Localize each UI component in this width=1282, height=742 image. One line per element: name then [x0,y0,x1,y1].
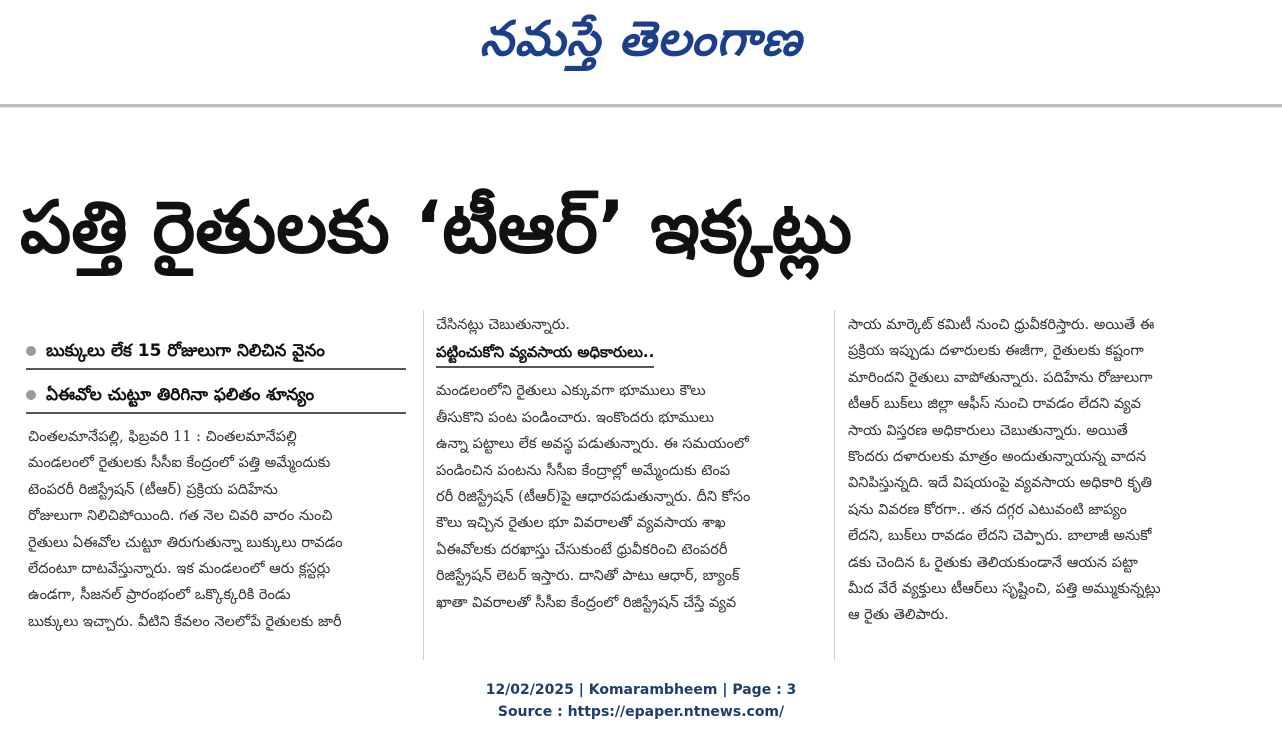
column-line: కొందరు దళారులకు మాత్రం అందుతున్నాయన్న వాదన [848,449,1147,466]
column-line: సాయ మార్కెట్ కమిటీ నుంచి ధ్రువీకరిస్తారు. అయితే ఈ [848,317,1155,333]
column-line: ఆ రైతు తెలిపారు. [848,607,949,624]
article-column-2 [436,312,816,616]
column-line: లేదంటూ దాటవేస్తున్నారు. ఇక మండలంలో ఆరు క్లస్టర్లు [28,561,331,578]
column-line: ఉన్నా పట్టాలు లేక అవస్థ పడుతున్నారు. ఈ సమయంలో [436,436,749,453]
column-line: టీఆర్ బుక్‌లు జిల్లా ఆఫీస్ నుంచి రావడం లేదని వ్యవ [848,396,1141,413]
footer-source: Source : https://epaper.ntnews.com/ [497,704,785,720]
column-line: కౌలు ఇచ్చిన రైతుల భూ వివరాలతో వ్యవసాయ శాఖ [436,515,726,532]
column-line: మండలంలోని రైతులు ఎక్కువగా భూములు కౌలు [436,383,706,400]
column-line: రోజులుగా నిలిచిపోయింది. గత నెల చివరి వారం నుంచి [28,508,333,525]
column-line: బుక్కులు ఇచ్చారు. వీటిని కేవలం నెలలోపే రైతులకు జారీ [28,613,342,630]
subhead-1 [26,336,325,366]
column-divider [834,310,835,660]
column-line: రరీ రిజిస్ట్రేషన్ (టీఆర్)పై ఆధారపడుతున్నారు. దీని కోసం [436,489,751,506]
subhead-2-underline [26,412,406,414]
column-line: చేసినట్లు చెబుతున్నారు. [436,317,571,333]
column-line: ఖాతా వివరాలతో సీసీఐ కేంద్రంలో రిజిస్ట్రేషన్ చేస్తే వ్యవ [436,594,737,611]
column-divider [423,310,424,660]
column-line: ఏఈవోలకు దరఖాస్తు చేసుకుంటే ధ్రువీకరించి టెంపరరీ [436,541,728,558]
column-line: షను వివరణ కోరగా.. తన దగ్గర ఎటువంటి జాప్యం [848,501,1127,518]
column-line: చింతలమానేపల్లి, ఫిబ్రవరి 11 : చింతలమానేపల్లి [28,429,297,445]
subhead-1-underline [26,368,406,370]
column-line: సాయ విస్తరణ అధికారులు చెబుతున్నారు. అయితే [848,422,1128,439]
newspaper-masthead: నమస్తే తెలంగాణ [479,11,803,67]
column-line: పండించిన పంటను సీసీఐ కేంద్రాల్లో అమ్మేందుకు టెంప [436,462,731,479]
subhead-1-text: బుక్కులు లేక 15 రోజులుగా నిలిచిన వైనం [46,341,325,361]
subhead-2 [26,380,314,410]
column-line: లేదని, బుక్‌లు రావడం లేదని చెప్పారు. బాలాజీ అనుకో [848,528,1152,545]
column-line: ఉండగా, సీజనల్ ప్రారంభంలో ఒక్కొక్కరికి రెండు [28,587,291,604]
article-column-3 [848,312,1232,629]
column-line: ప్రక్రియ ఇప్పుడు దళారులకు ఈజీగా, రైతులకు కష్టంగా [848,343,1144,360]
footer-date-edition: 12/02/2025 | Komarambheem | Page : 3 [485,682,797,698]
column-line: రైతులు ఏఈవోల చుట్టూ తిరుగుతున్నా బుక్కులు రావడం [28,534,343,551]
bullet-icon [26,390,36,400]
column-line: టెంపరరీ రిజిస్ట్రేషన్ (టీఆర్) ప్రక్రియ పదిహేను [28,481,278,498]
column-line: మండలంలో రైతులకు సీసీఐ కేంద్రంలో పత్తి అమ్మేందుకు [28,455,331,472]
article-column-1 [28,424,412,635]
column-line: మారిందని రైతులు వాపోతున్నారు. పదిహేను రోజులుగా [848,369,1153,386]
masthead-divider [0,104,1282,108]
column-line: మీద వేరే వ్యక్తులు టీఆర్‌లు సృష్టించి, పత్తి అమ్ముకున్నట్లు [848,581,1161,598]
subhead-2-text: ఏఈవోల చుట్టూ తిరిగినా ఫలితం శూన్యం [46,385,315,405]
article-headline: పత్తి రైతులకు ‘టీఆర్’ ఇక్కట్లు [20,185,853,269]
column-line: వినిపిస్తున్నది. ఇదే విషయంపై వ్యవసాయ అధికారి కృతి [848,475,1152,492]
column-line: రిజిస్ట్రేషన్ లెటర్ ఇస్తారు. దానితో పాటు ఆధార్, బ్యాంక్ [436,568,740,585]
bullet-icon [26,346,36,356]
column-subheading: పట్టించుకోని వ్యవసాయ అధికారులు.. [436,340,654,368]
column-line: తీసుకొని పంట పండించారు. ఇంకొందరు భూములు [436,409,715,426]
column-line: డకు చెందిన ఓ రైతుకు తెలియకుండానే ఆయన పట్టా [848,554,1138,571]
